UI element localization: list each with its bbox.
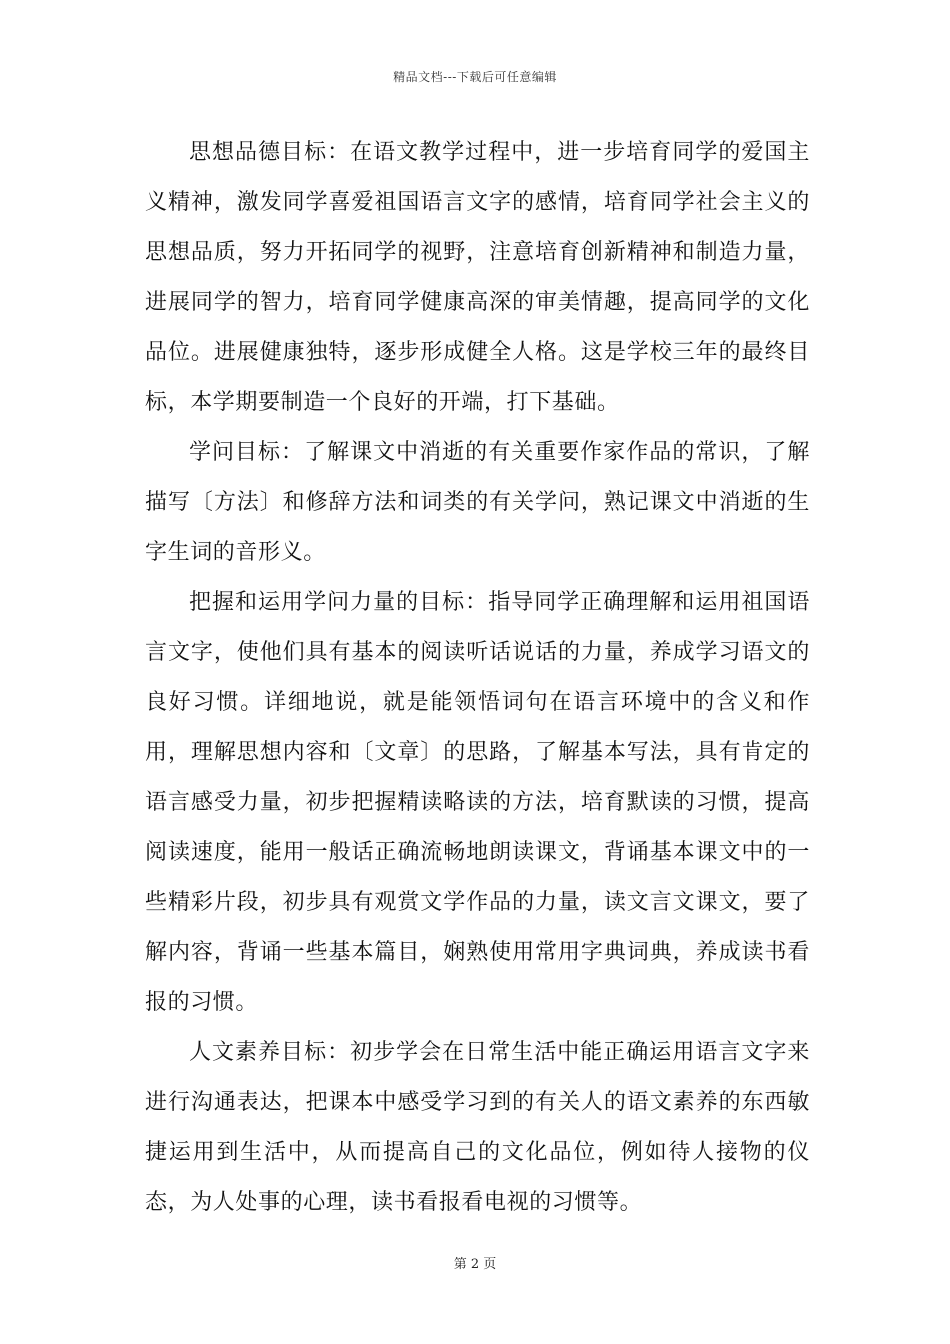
paragraph-ability-goal: 把握和运用学问力量的目标：指导同学正确理解和运用祖国语言文字，使他们具有基本的阅读听话说话的力量，养成学习语文的良好习惯。详细地说，就是能领悟词句在语言环境中的含义和作用，理解思想内容和〔文章〕的思路，了解基本写法，具有肯定的语言感受力量，初步把握精读略读的方法，培育默读的习惯，提高阅读速度，能用一般话正确流畅地朗读课文，背诵基本课文中的一些精彩片段，初步具有观赏文学作品的力量，读文言文课文，要了解内容，背诵一些基本篇目，娴熟使用常用字典词典，养成读书看报的习惯。 [145, 590, 810, 1015]
page-header: 精品文档---下载后可任意编辑 [393, 70, 557, 84]
paragraph-moral-goal: 思想品德目标：在语文教学过程中，进一步培育同学的爱国主义精神，激发同学喜爱祖国语言文字的感情，培育同学社会主义的思想品质，努力开拓同学的视野，注意培育创新精神和制造力量，进展同学的智力，培育同学健康高深的审美情趣，提高同学的文化品位。进展健康独特，逐步形成健全人格。这是学校三年的最终目标，本学期要制造一个良好的开端，打下基础。 [145, 140, 810, 415]
paragraph-knowledge-goal: 学问目标：了解课文中消逝的有关重要作家作品的常识，了解描写〔方法〕和修辞方法和词类的有关学问，熟记课文中消逝的生字生词的音形义。 [145, 440, 810, 565]
paragraph-humanities-goal: 人文素养目标：初步学会在日常生活中能正确运用语言文字来进行沟通表达，把课本中感受学习到的有关人的语文素养的东西敏捷运用到生活中，从而提高自己的文化品位，例如待人接物的仪态，为人处事的心理，读书看报看电视的习惯等。 [145, 1040, 810, 1215]
document-body [145, 128, 810, 1228]
page-number: 第 2 页 [453, 1257, 497, 1272]
